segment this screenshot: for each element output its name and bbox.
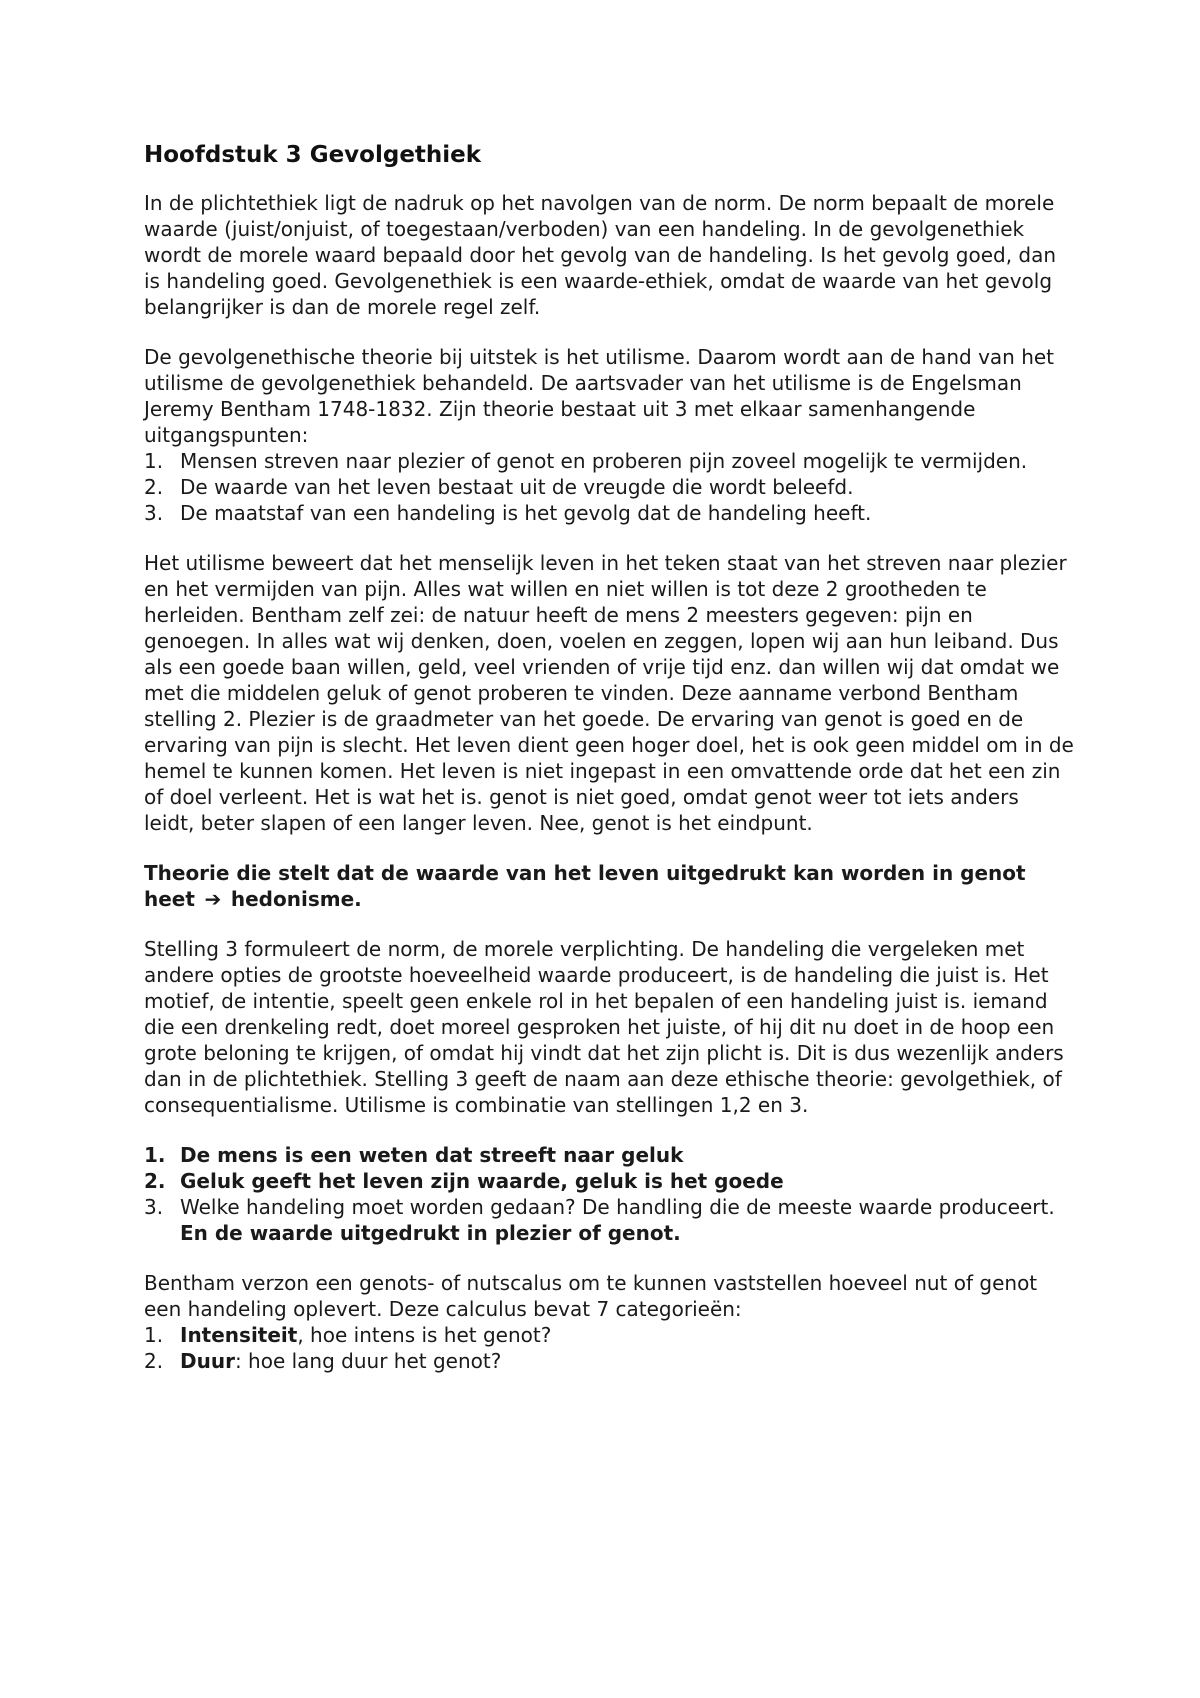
list-text: Welke handeling moet worden gedaan? De handling die de meeste waarde produceert.	[180, 1195, 1055, 1219]
list-text: De waarde van het leven bestaat uit de vreugde die wordt beleefd.	[180, 475, 854, 499]
definition-term: hedonisme.	[230, 887, 362, 911]
list-text: De mens is een weten dat streeft naar geluk	[180, 1143, 684, 1167]
list-number: 1.	[144, 449, 164, 473]
list-number: 2.	[144, 1349, 164, 1373]
list-item	[144, 1168, 1074, 1194]
list-item	[144, 1322, 1074, 1348]
arrow-right-icon: ➔	[204, 887, 222, 911]
list-number: 2.	[144, 475, 164, 499]
list-number: 2.	[144, 1169, 166, 1193]
list-text: , hoe intens is het genot?	[297, 1323, 552, 1347]
list-text: Geluk geeft het leven zijn waarde, geluk is het goede	[180, 1169, 784, 1193]
document-body	[144, 140, 1074, 1374]
hedonism-definition	[144, 860, 1074, 912]
list-number: 3.	[144, 501, 164, 525]
list-text: : hoe lang duur het genot?	[234, 1349, 502, 1373]
paragraph-utilisme: De gevolgenethische theorie bij uitstek is het utilisme. Daarom wordt aan de hand van het utilisme de gevolgenethiek behandeld. De aartsvader van het utilisme is de Engelsman Jeremy Bentham 1748-1832. Zijn theorie bestaat uit 3 met elkaar samenhangende uitgangspunten:	[144, 345, 1055, 447]
list-text: De maatstaf van een handeling is het gevolg dat de handeling heeft.	[180, 501, 872, 525]
list-item	[144, 1348, 1074, 1374]
paragraph-pleasure: Het utilisme beweert dat het menselijk leven in het teken staat van het streven naar plezier en het vermijden van pijn. Alles wat willen en niet willen is tot deze 2 grootheden te herleiden. Bentham zelf zei: de natuur heeft de mens 2 meesters gegeven: pijn en genoegen. In alles wat wij denken, doen, voelen en zeggen, lopen wij aan hun leiband. Dus als een goede baan willen, geld, veel vrienden of vrije tijd enz. dan willen wij dat omdat we met die middelen geluk of genot proberen te vinden. Deze aanname verbond Bentham stelling 2. Plezier is de graadmeter van het goede. De ervaring van genot is goed en de ervaring van pijn is slecht. Het leven dient geen hoger doel, het is ook geen middel om in de hemel te kunnen komen. Het leven is niet ingepast in een omvattende orde dat het een zin of doel verleent. Het is wat het is. genot is niet goed, omdat genot weer tot iets anders leidt, beter slapen of een langer leven. Nee, genot is het eindpunt.	[144, 551, 1074, 835]
list-item	[144, 500, 1074, 526]
list-text: Mensen streven naar plezier of genot en proberen pijn zoveel mogelijk te vermijden.	[180, 449, 1028, 473]
list-term: Intensiteit	[180, 1323, 298, 1347]
summary-list	[144, 1142, 1074, 1246]
paragraph-intro: In de plichtethiek ligt de nadruk op het navolgen van de norm. De norm bepaalt de morele waarde (juist/onjuist, of toegestaan/verboden) van een handeling. In de gevolgenethiek wordt de morele waard bepaald door het gevolg van de handeling. Is het gevolg goed, dan is handeling goed. Gevolgenethiek is een waarde-ethiek, omdat de waarde van het gevolg belangrijker is dan de morele regel zelf.	[144, 191, 1057, 319]
list-number: 3.	[144, 1195, 164, 1219]
list-item	[144, 448, 1074, 474]
list-number: 1.	[144, 1323, 164, 1347]
calculus-list	[144, 1322, 1074, 1374]
list-text-emphasis: En de waarde uitgedrukt in plezier of genot.	[180, 1221, 681, 1245]
paragraph-norm: Stelling 3 formuleert de norm, de morele verplichting. De handeling die vergeleken met andere opties de grootste hoeveelheid waarde produceert, is de handeling die juist is. Het motief, de intentie, speelt geen enkele rol in het bepalen of een handeling juist is. iemand die een drenkeling redt, doet moreel gesproken het juiste, of hij dit nu doet in de hoop een grote beloning te krijgen, of omdat hij vindt dat het zijn plicht is. Dit is dus wezenlijk anders dan in de plichtethiek. Stelling 3 geeft de naam aan deze ethische theorie: gevolgethiek, of consequentialisme. Utilisme is combinatie van stellingen 1,2 en 3.	[144, 937, 1064, 1117]
list-item	[144, 1142, 1074, 1168]
paragraph-calculus: Bentham verzon een genots- of nutscalus om te kunnen vaststellen hoeveel nut of genot een handeling oplevert. Deze calculus bevat 7 categorieën:	[144, 1271, 1038, 1321]
definition-text: Theorie die stelt dat de waarde van het leven uitgedrukt kan worden in genot heet	[144, 861, 1026, 911]
principles-list	[144, 448, 1074, 526]
chapter-title: Hoofdstuk 3 Gevolgethiek	[144, 142, 482, 168]
list-item	[144, 1194, 1074, 1246]
list-number: 1.	[144, 1143, 166, 1167]
list-term: Duur	[180, 1349, 235, 1373]
list-item	[144, 474, 1074, 500]
